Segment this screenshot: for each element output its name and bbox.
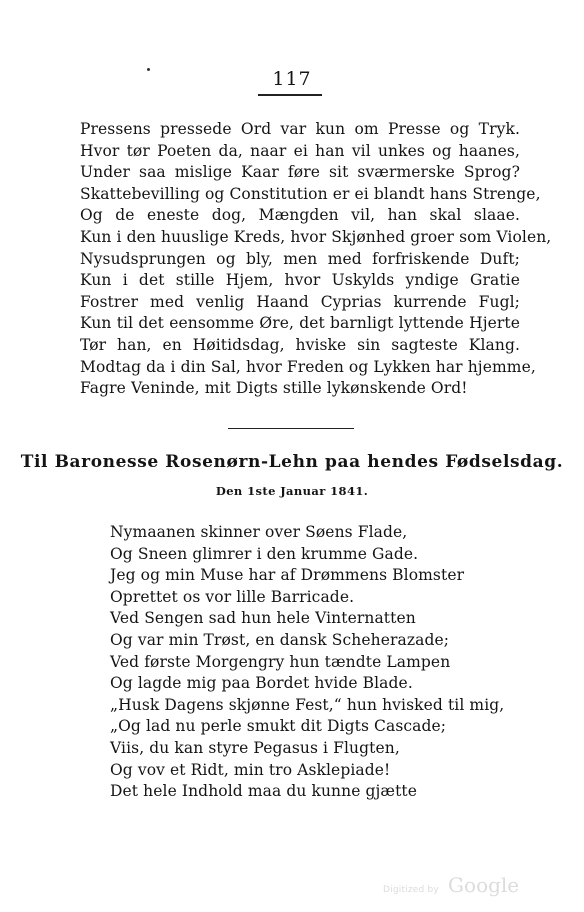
watermark-prefix: Digitized by bbox=[383, 885, 439, 895]
poem-dateline: Den 1ste Januar 1841. bbox=[215, 484, 369, 498]
verse-line: Hvor tør Poeten da, naar ei han vil unkes og haanes, bbox=[80, 141, 520, 160]
verse-line: Modtag da i din Sal, hvor Freden og Lykken har hjemme, bbox=[80, 357, 536, 376]
verse-line: Kun i den huuslige Kreds, hvor Skjønhed groer som Violen, bbox=[80, 227, 552, 246]
verse-line: „Og lad nu perle smukt dit Digts Cascade; bbox=[110, 717, 447, 736]
verse-line: Under saa mislige Kaar føre sit sværmerske Sprog? bbox=[80, 163, 520, 182]
verse-line: Fostrer med venlig Haand Cyprias kurrende Fugl; bbox=[80, 292, 520, 311]
verse-line: Det hele Indhold maa du kunne gjætte bbox=[110, 782, 418, 801]
page-number: 117 bbox=[272, 68, 312, 90]
verse-line: Og var min Trøst, en dansk Scheherazade; bbox=[110, 630, 450, 649]
verse-line: Og de eneste dog, Mængden vil, han skal slaae. bbox=[80, 206, 520, 225]
verse-line: Kun i det stille Hjem, hvor Uskylds yndige Gratie bbox=[80, 271, 520, 290]
verse-line: Viis, du kan styre Pegasus i Flugten, bbox=[110, 738, 400, 757]
new-poem-stanza bbox=[110, 522, 530, 803]
verse-line: Og lagde mig paa Bordet hvide Blade. bbox=[110, 674, 413, 693]
verse-line: Jeg og min Muse har af Drømmens Blomster bbox=[110, 566, 465, 585]
verse-line: Fagre Veninde, mit Digts stille lykønskende Ord! bbox=[80, 379, 468, 398]
verse-line: Pressens pressede Ord var kun om Presse og Tryk. bbox=[80, 120, 520, 138]
section-divider bbox=[228, 428, 354, 429]
digitized-watermark bbox=[383, 873, 519, 897]
poem-title: Til Baronesse Rosenørn-Lehn paa hendes Fødselsdag. bbox=[20, 452, 564, 472]
verse-line: Oprettet os vor lille Barricade. bbox=[110, 587, 355, 606]
verse-line: Nymaanen skinner over Søens Flade, bbox=[110, 523, 408, 541]
poem-continued-stanza bbox=[80, 119, 552, 400]
verse-line: Ved første Morgengry hun tændte Lampen bbox=[110, 652, 451, 671]
verse-line: „Husk Dagens skjønne Fest,“ hun hvisked til mig, bbox=[110, 695, 505, 714]
verse-line: Og Sneen glimrer i den krumme Gade. bbox=[110, 544, 419, 563]
verse-line: Kun til det eensomme Øre, det barnligt lyttende Hjerte bbox=[80, 314, 520, 333]
verse-line: Nysudsprungen og bly, men med forfriskende Duft; bbox=[80, 249, 520, 268]
watermark-brand: Google bbox=[448, 873, 520, 897]
verse-line: Ved Sengen sad hun hele Vinternatten bbox=[110, 609, 416, 628]
verse-line: Skattebevilling og Constitution er ei blandt hans Strenge, bbox=[80, 184, 541, 203]
verse-line: Tør han, en Høitidsdag, hviske sin sagteste Klang. bbox=[80, 335, 520, 354]
page-number-underline bbox=[258, 94, 322, 96]
verse-line: Og vov et Ridt, min tro Asklepiade! bbox=[110, 760, 391, 779]
